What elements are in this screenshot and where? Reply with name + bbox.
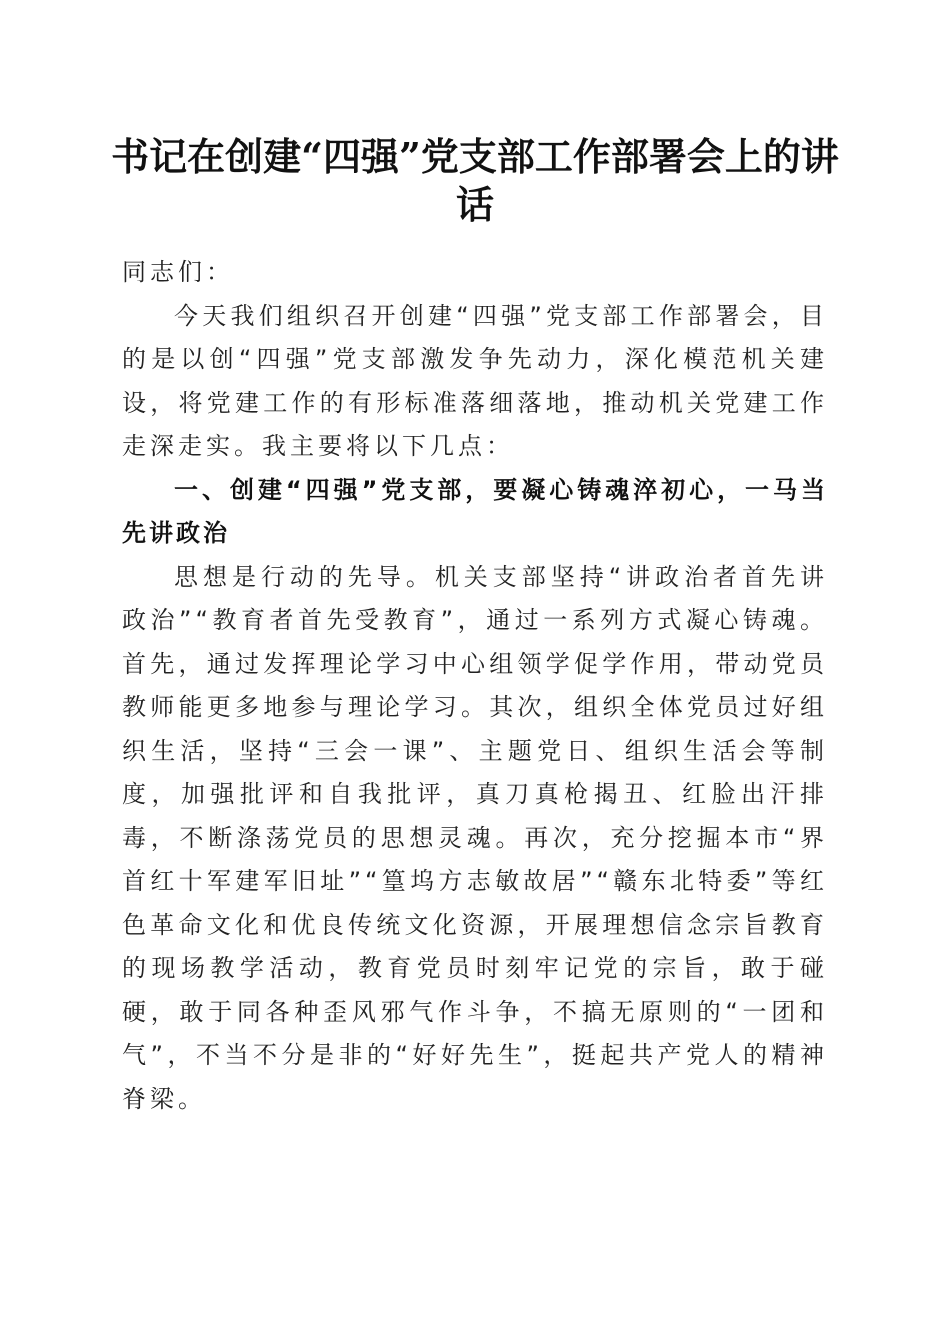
salutation: 同志们：: [122, 258, 234, 286]
intro-paragraph: 今天我们组织召开创建“四强”党支部工作部署会，目的是以创“四强”党支部激发争先动力，深化模范机关建设，将党建工作的有形标准落细落地，推动机关党建工作走深走实。我主要将以下几点：: [122, 301, 828, 460]
section-1-body: 思想是行动的先导。机关支部坚持“讲政治者首先讲政治”“教育者首先受教育”，通过一系列方式凝心铸魂。首先，通过发挥理论学习中心组领学促学作用，带动党员教师能更多地参与理论学习。其次，组织全体党员过好组织生活，坚持“三会一课”、主题党日、组织生活会等制度，加强批评和自我批评，真刀真枪揭丑、红脸出汗排毒，不断涤荡党员的思想灵魂。再次，充分挖掘本市“界首红十军建军旧址”“篁坞方志敏故居”“赣东北特委”等红色革命文化和优良传统文化资源，开展理想信念宗旨教育的现场教学活动，教育党员时刻牢记党的宗旨，敢于碰硬，敢于同各种歪风邪气作斗争，不搞无原则的“一团和气”，不当不分是非的“好好先生”，挺起共产党人的精神脊梁。: [122, 562, 828, 1113]
document-body: [122, 251, 828, 1121]
document-title: 书记在创建“四强”党支部工作部署会上的讲话: [111, 134, 839, 227]
section-1-heading: 一、创建“四强”党支部，要凝心铸魂淬初心，一马当先讲政治: [122, 475, 828, 547]
